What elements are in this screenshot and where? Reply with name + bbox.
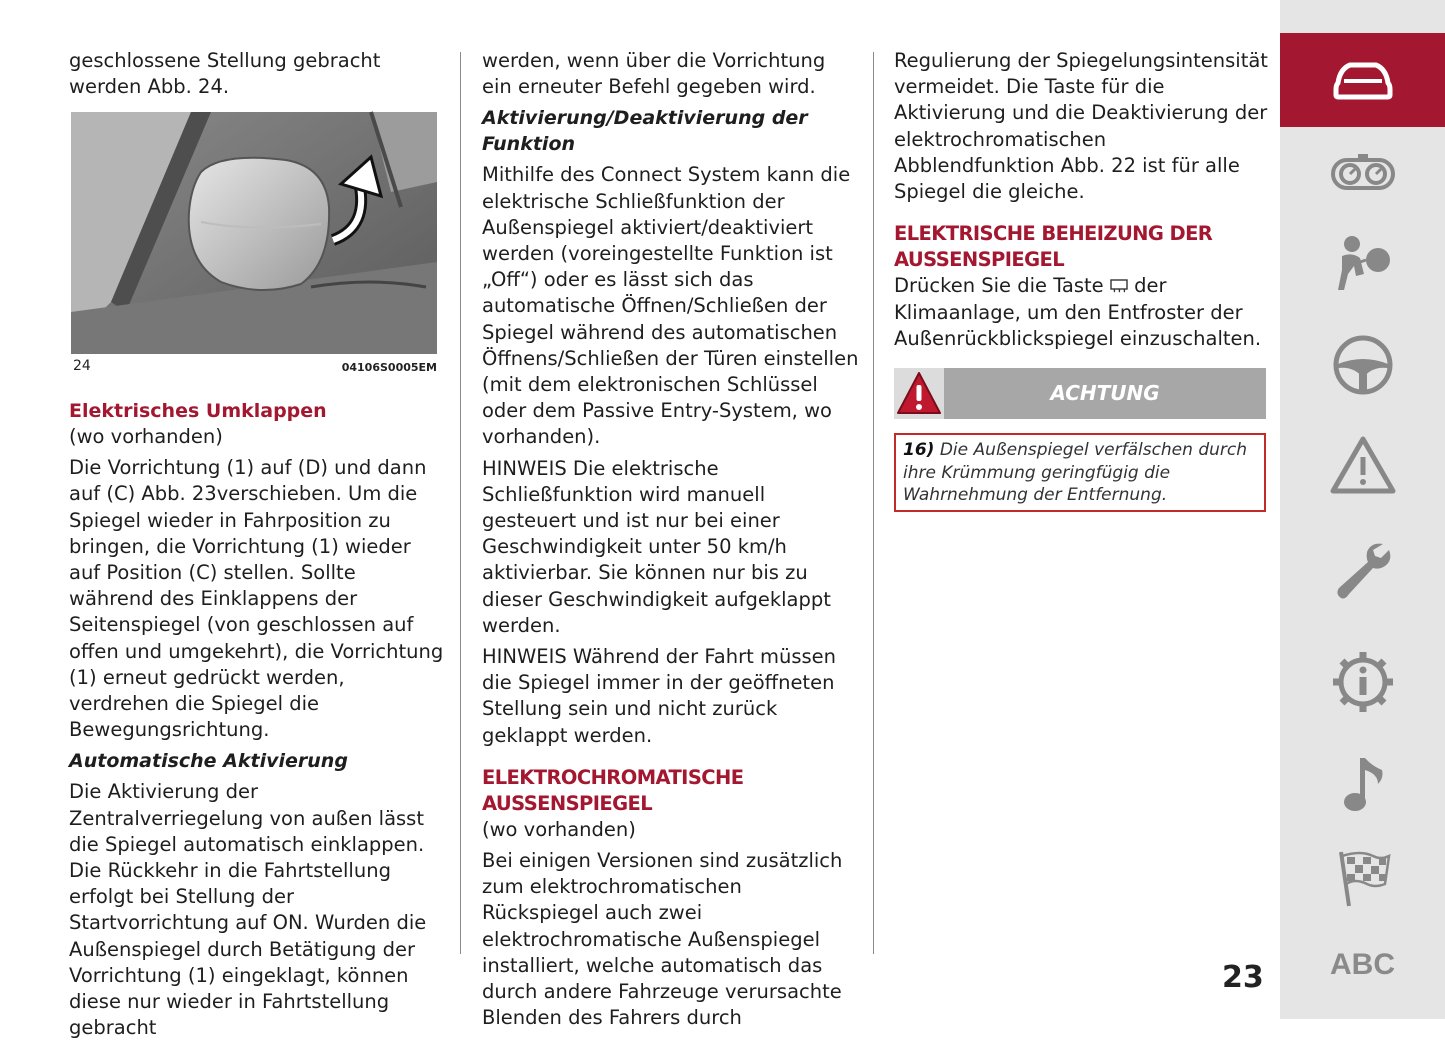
sidebar-item-technical-data[interactable] bbox=[1280, 635, 1445, 729]
warning-number: 16) bbox=[903, 440, 935, 460]
intro-text: geschlossene Stellung gebracht werden Abb. 24. bbox=[69, 49, 381, 99]
warning-icon-box bbox=[894, 368, 944, 419]
checkered-flag-icon bbox=[1333, 848, 1393, 910]
danger-triangle-icon bbox=[894, 368, 944, 419]
paragraph-aktivierung: Mithilfe des Connect System kann die elektrische Schließfunktion der Außenspiegel aktiviert/deaktiviert werden (voreingestellte Funktion ist „Off“) oder es lässt sich das automatische Öffnen/Schließen der Spiegel während des automatischen Öffnens/Schließen der Türen einstellen (mit dem elektronischen Schlüssel oder dem Passive Entry-System, wo vorhanden). bbox=[482, 163, 859, 449]
airbag-passenger-icon bbox=[1332, 234, 1394, 294]
beheizung-text-b: der Klimaanlage, um den Entfroster der Außenrückblickspiegel einzuschalten. bbox=[894, 274, 1262, 351]
beheizung-text-a: Drücken Sie die Taste bbox=[894, 274, 1104, 298]
column-divider-2 bbox=[873, 52, 874, 954]
steering-wheel-icon bbox=[1332, 334, 1394, 396]
paragraph-continuation: werden, wenn über die Vorrichtung ein erneuter Befehl gegeben wird. bbox=[482, 49, 826, 99]
music-note-icon bbox=[1338, 754, 1388, 814]
figure-code: 04106S0005EM bbox=[341, 361, 437, 374]
abc-label: ABC bbox=[1330, 948, 1395, 981]
warning-title: ACHTUNG bbox=[1050, 381, 1160, 405]
paragraph-hinweis-2: HINWEIS Während der Fahrt müssen die Spiegel immer in der geöffneten Stellung sein und nicht zurück geklappt werden. bbox=[482, 645, 837, 747]
heading-elektrisches-umklappen: Elektrisches Umklappen bbox=[69, 400, 327, 422]
paragraph-elektrochromatisch: Bei einigen Versionen sind zusätzlich zum elektrochromatischen Rückspiegel auch zwei elektrochromatische Außenspiegel installiert, welche automatisch das durch andere Fahrzeuge verursachte Blenden des Fahrers durch bbox=[482, 849, 843, 1030]
paragraph-automatische-aktivierung: Die Aktivierung der Zentralverriegelung von außen lässt die Spiegel automatisch einklappen. Die Rückkehr in die Fahrtstellung erfolgt bei Stellung der Startvorrichtung auf ON. Wurden die Außenspiegel durch Betätigung der Vorrichtung (1) eingeklagt, können diese nur wieder in Fahrtstellung gebracht bbox=[69, 780, 427, 1040]
column-1 bbox=[69, 48, 444, 100]
heading-aktivierung-deaktivierung: Aktivierung/Deaktivierung der Funktion bbox=[482, 107, 808, 156]
column-1-lower bbox=[69, 398, 444, 1041]
chapter-sidebar bbox=[1280, 0, 1445, 1019]
sidebar-item-service[interactable] bbox=[1280, 523, 1445, 617]
warning-box bbox=[894, 433, 1266, 512]
wo-vorhanden-1: (wo vorhanden) bbox=[69, 425, 223, 448]
heading-elektrochromatische-aussenspiegel: ELEKTROCHROMATISCHE AUSSENSPIEGEL bbox=[482, 765, 744, 815]
heading-automatische-aktivierung: Automatische Aktivierung bbox=[69, 750, 348, 773]
info-gear-icon bbox=[1330, 649, 1396, 715]
paragraph-regulierung: Regulierung der Spiegelungsintensität vermeidet. Die Taste für die Aktivierung und die Deaktivierung der elektrochromatischen Abblendfunktion Abb. 22 ist für alle Spiegel die gleiche. bbox=[894, 49, 1268, 204]
sidebar-item-abc[interactable] bbox=[1280, 918, 1445, 1012]
sidebar-item-index[interactable] bbox=[1280, 832, 1445, 926]
side-mirror-illustration bbox=[71, 112, 437, 354]
paragraph-beheizung bbox=[894, 273, 1272, 352]
wrench-icon bbox=[1331, 538, 1395, 602]
wo-vorhanden-2: (wo vorhanden) bbox=[482, 817, 636, 841]
column-divider-1 bbox=[460, 52, 461, 954]
sidebar-item-warning[interactable] bbox=[1280, 418, 1445, 512]
warning-triangle-icon bbox=[1330, 435, 1396, 495]
rear-defrost-icon bbox=[1110, 274, 1128, 300]
page-number: 23 bbox=[1222, 960, 1264, 995]
paragraph-hinweis-1: HINWEIS Die elektrische Schließfunktion wird manuell gesteuert und ist nur bei einer Geschwindigkeit unter 50 km/h aktivierbar. Sie können nur bis zu dieser Geschwindigkeit aufgeklappt werden. bbox=[482, 456, 831, 637]
sidebar-item-steering[interactable] bbox=[1280, 318, 1445, 412]
warning-text: Die Außenspiegel verfälschen durch ihre Krümmung geringfügig die Wahrnehmung der Entfernung. bbox=[903, 440, 1247, 505]
figure-number: 24 bbox=[73, 358, 91, 374]
sidebar-item-dashboard[interactable] bbox=[1280, 125, 1445, 219]
sidebar-item-multimedia[interactable] bbox=[1280, 737, 1445, 831]
column-3 bbox=[894, 48, 1272, 352]
dashboard-icon bbox=[1330, 150, 1396, 194]
sidebar-item-car[interactable] bbox=[1280, 33, 1445, 127]
heading-elektrische-beheizung: ELEKTRISCHE BEHEIZUNG DER AUSSENSPIEGEL bbox=[894, 222, 1213, 272]
paragraph-umklappen: Die Vorrichtung (1) auf (D) und dann auf (C) Abb. 23verschieben. Um die Spiegel wieder in Fahrposition zu bringen, die Vorrichtung (1) wieder auf Position (C) stellen. Sollte während des Einklappens der Seitenspiegel (von geschlossen auf offen und umgekehrt), die Vorrichtung (1) erneut gedrückt werden, verdrehen die Spiegel die Bewegungsrichtung. bbox=[69, 456, 444, 742]
column-2 bbox=[482, 48, 860, 1032]
sidebar-item-airbag[interactable] bbox=[1280, 217, 1445, 311]
warning-header bbox=[894, 368, 1266, 419]
car-icon bbox=[1330, 55, 1396, 105]
figure-mirror-image bbox=[71, 112, 437, 354]
